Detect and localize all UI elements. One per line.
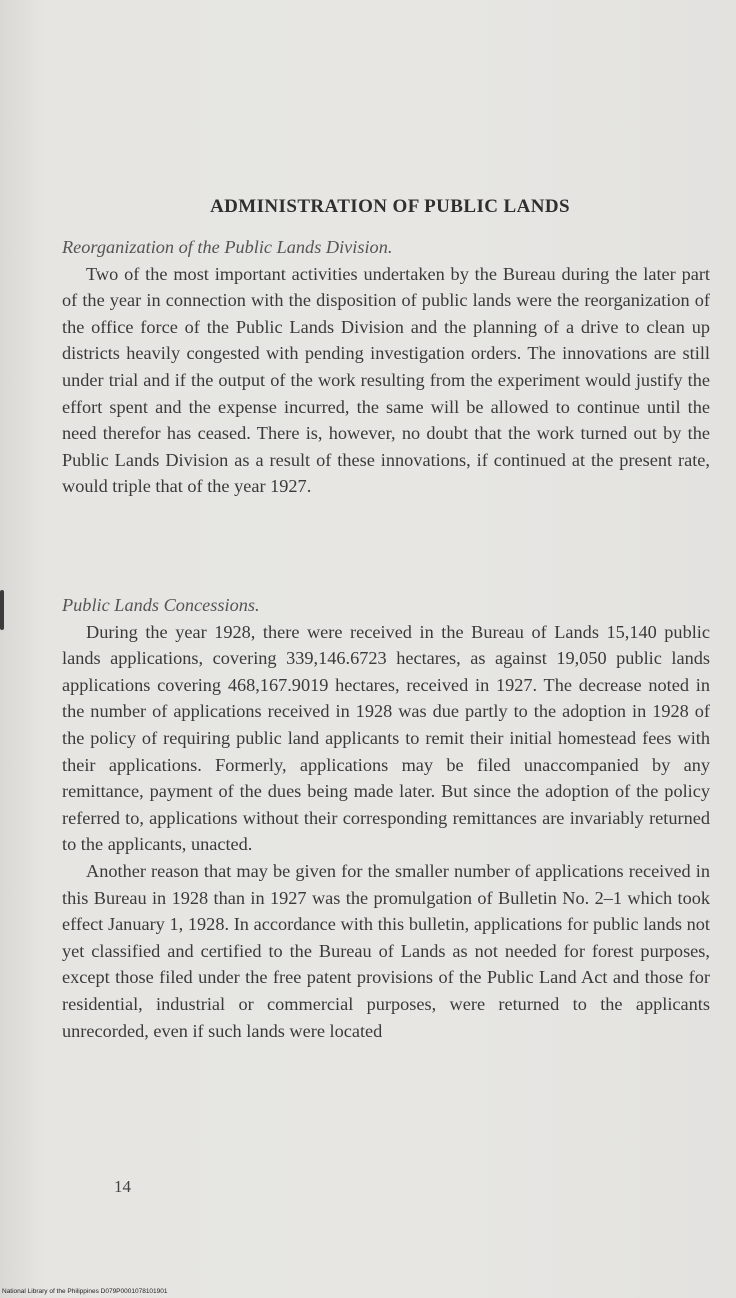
scan-footer-note: National Library of the Philippines D079P0001078101901 (2, 1288, 168, 1295)
section-title: Reorganization of the Public Lands Division. (62, 237, 393, 257)
paragraph: Two of the most important activities undertaken by the Bureau during the later part of the year in connection with the disposition of public lands were the reorganization of the office force of the Public Lands Division and the planning of a drive to clean up districts heavily congested with pending investigation orders. The innovations are still under trial and if the output of the work resulting from the experiment would justify the effort spent and the expense incurred, the same will be allowed to continue until the need therefor has ceased. There is, however, no doubt that the work turned out by the Public Lands Division as a result of these innovations, if continued at the present rate, would triple that of the year 1927. (62, 263, 710, 497)
page-number: 14 (114, 1177, 131, 1196)
section-title: Public Lands Concessions. (62, 595, 260, 615)
page-heading: ADMINISTRATION OF PUBLIC LANDS (210, 196, 570, 217)
paragraph: Another reason that may be given for the smaller number of applications received in this Bureau in 1928 than in 1927 was the promulgation of Bulletin No. 2–1 which took effect January 1, 1928. In accordance with this bulletin, applications for public lands not yet classified and certified to the Bureau of Lands as not needed for forest purposes, except those filed under the free patent provisions of the Public Land Act and those for residential, industrial or commercial purposes, were returned to the applicants unrecorded, even if such lands were located (62, 860, 710, 1041)
section-concessions (62, 592, 710, 1044)
paragraph: During the year 1928, there were received in the Bureau of Lands 15,140 public lands applications, covering 339,146.6723 hectares, as against 19,050 public lands applications covering 468,167.9019 hectares, received in 1927. The decrease noted in the number of applications received in 1928 was due partly to the adoption in 1928 of the policy of requiring public land applicants to remit their initial homestead fees with their applications. Formerly, applications may be filed unaccompanied by any remittance, payment of the dues being made later. But since the adoption of the policy referred to, applications without their corresponding remittances are invariably returned to the applicants, unacted. (62, 621, 710, 855)
scan-edge-mark (0, 590, 4, 630)
section-reorganization (62, 234, 710, 500)
